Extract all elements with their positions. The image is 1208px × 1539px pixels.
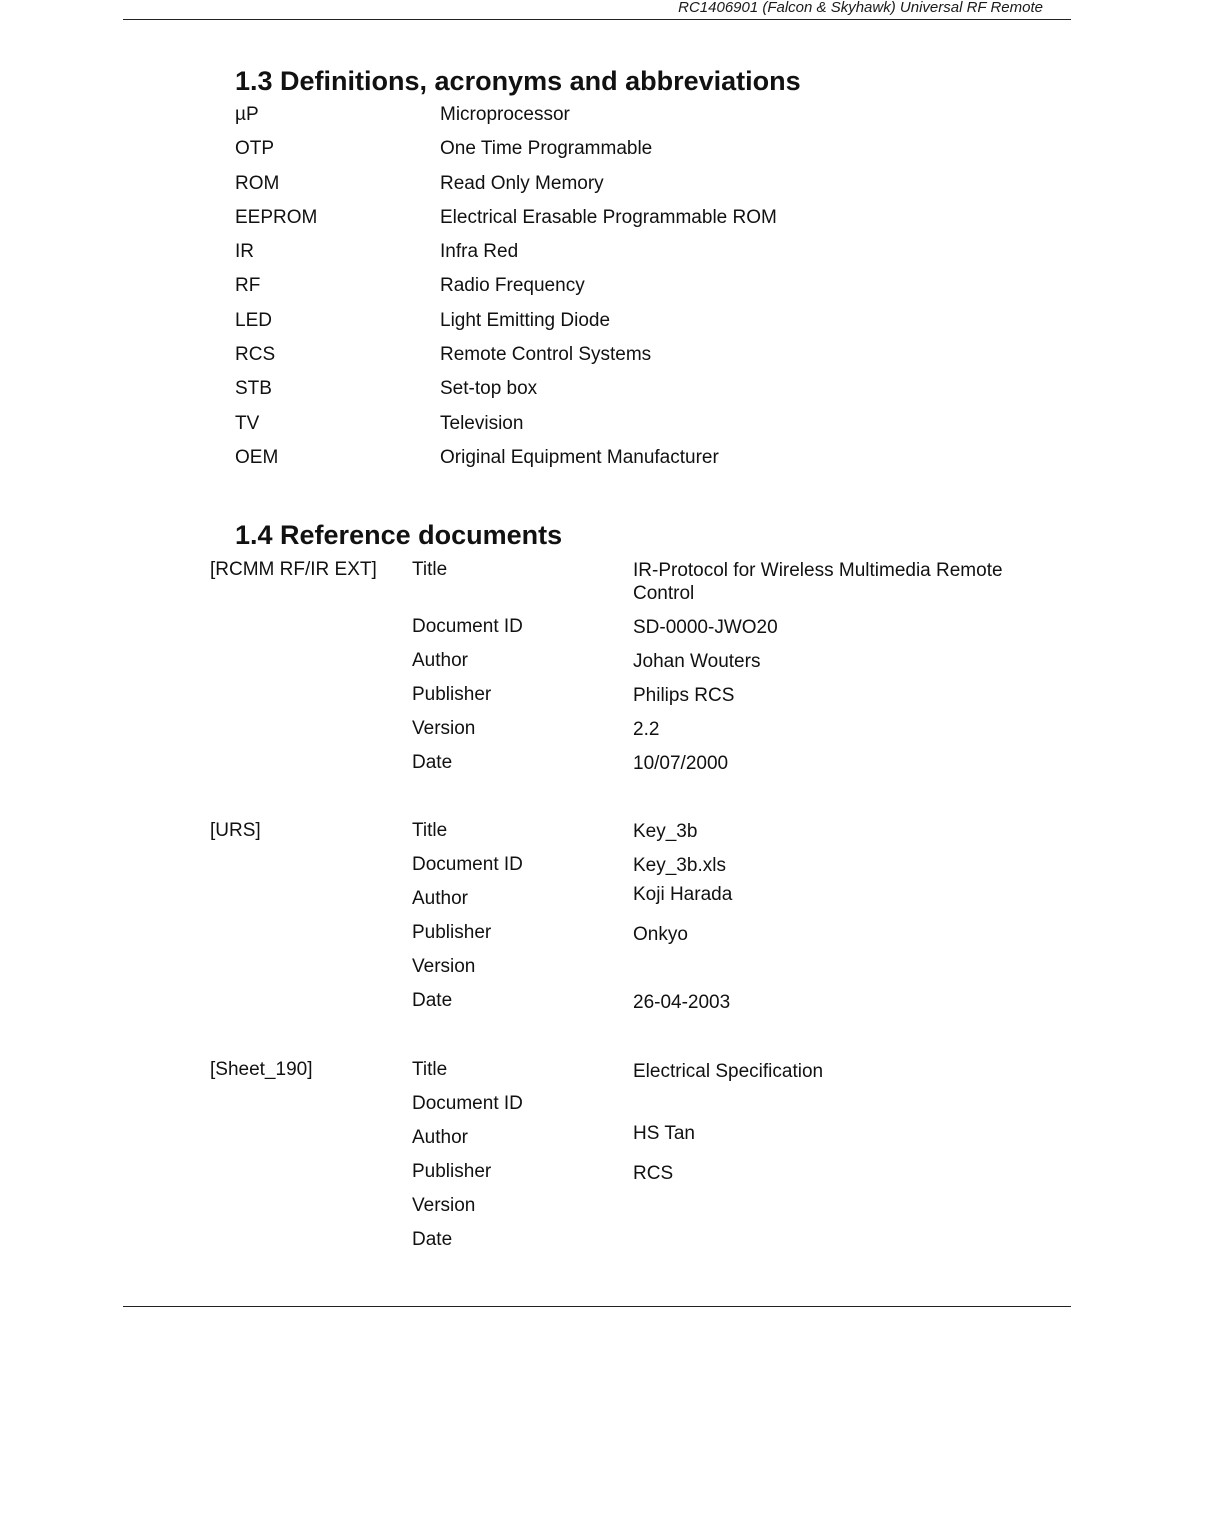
abbreviation-row bbox=[235, 138, 935, 172]
abbreviation-definition: Infra Red bbox=[440, 241, 519, 263]
abbreviation-definition: Remote Control Systems bbox=[440, 344, 652, 366]
abbreviation-term: RF bbox=[235, 275, 261, 297]
reference-field-label: Document ID bbox=[412, 854, 523, 875]
abbreviation-definition: Original Equipment Manufacturer bbox=[440, 446, 719, 468]
abbreviation-row bbox=[235, 310, 935, 344]
reference-field-label: Version bbox=[412, 956, 476, 977]
footer-divider bbox=[123, 1306, 1071, 1307]
reference-field-value: Key_3b.xls bbox=[633, 855, 726, 876]
abbreviation-definition: Light Emitting Diode bbox=[440, 309, 611, 331]
reference-id: [Sheet_190] bbox=[210, 1059, 313, 1080]
reference-field-label: Title bbox=[412, 1059, 448, 1080]
reference-id: [URS] bbox=[210, 820, 261, 841]
abbreviation-row bbox=[235, 378, 935, 412]
reference-field-label: Author bbox=[412, 650, 468, 671]
abbreviation-row bbox=[235, 207, 935, 241]
section-heading-definitions: 1.3 Definitions, acronyms and abbreviations bbox=[235, 66, 801, 96]
abbreviation-term: OTP bbox=[235, 138, 275, 160]
reference-field-label: Author bbox=[412, 888, 468, 909]
reference-field-value: 2.2 bbox=[633, 719, 660, 740]
abbreviation-definition: Television bbox=[440, 412, 524, 434]
reference-field-label: Publisher bbox=[412, 922, 492, 943]
reference-field-value: IR-Protocol for Wireless Multimedia Remote Control bbox=[633, 560, 1003, 604]
reference-field-label: Date bbox=[412, 1229, 453, 1250]
reference-field-value: Johan Wouters bbox=[633, 651, 761, 672]
reference-field-value: 10/07/2000 bbox=[633, 753, 729, 774]
reference-field-label: Title bbox=[412, 820, 448, 841]
abbreviation-row bbox=[235, 241, 935, 275]
reference-field-value: HS Tan bbox=[633, 1123, 695, 1144]
reference-field-value: SD-0000-JWO20 bbox=[633, 617, 778, 638]
reference-field-label: Version bbox=[412, 718, 476, 739]
reference-field-label: Version bbox=[412, 1195, 476, 1216]
abbreviation-term: OEM bbox=[235, 446, 279, 468]
reference-field-value: Onkyo bbox=[633, 924, 688, 945]
header-divider bbox=[123, 19, 1071, 20]
page-header: RC1406901 (Falcon & Skyhawk) Universal RF Remote bbox=[678, 0, 1043, 16]
reference-field-label: Date bbox=[412, 990, 453, 1011]
abbreviation-row bbox=[235, 275, 935, 309]
abbreviation-definition: Microprocessor bbox=[440, 104, 570, 125]
abbreviation-definition: One Time Programmable bbox=[440, 138, 653, 160]
reference-field-label: Date bbox=[412, 752, 453, 773]
abbreviation-term: RCS bbox=[235, 344, 276, 366]
abbreviation-term: µP bbox=[235, 104, 259, 125]
abbreviation-term: TV bbox=[235, 412, 260, 434]
abbreviation-definition: Electrical Erasable Programmable ROM bbox=[440, 206, 777, 228]
reference-field-value: Electrical Specification bbox=[633, 1061, 824, 1082]
reference-field-label: Document ID bbox=[412, 616, 523, 637]
reference-field-label: Author bbox=[412, 1127, 468, 1148]
abbreviation-list bbox=[235, 104, 935, 481]
abbreviation-row bbox=[235, 104, 935, 138]
abbreviation-term: IR bbox=[235, 241, 254, 263]
reference-field-value: Philips RCS bbox=[633, 685, 735, 706]
abbreviation-term: LED bbox=[235, 309, 272, 331]
reference-field-label: Publisher bbox=[412, 684, 492, 705]
abbreviation-term: STB bbox=[235, 378, 272, 400]
reference-field-label: Title bbox=[412, 559, 448, 580]
reference-field-value: RCS bbox=[633, 1163, 674, 1184]
reference-field-value: Key_3b bbox=[633, 821, 698, 842]
reference-id: [RCMM RF/IR EXT] bbox=[210, 559, 377, 580]
abbreviation-row bbox=[235, 447, 935, 481]
reference-field-value: Koji Harada bbox=[633, 884, 733, 905]
abbreviation-row bbox=[235, 344, 935, 378]
reference-field-label: Publisher bbox=[412, 1161, 492, 1182]
reference-field-label: Document ID bbox=[412, 1093, 523, 1114]
abbreviation-row bbox=[235, 173, 935, 207]
abbreviation-term: EEPROM bbox=[235, 206, 318, 228]
reference-field-value: 26-04-2003 bbox=[633, 992, 731, 1013]
section-heading-references: 1.4 Reference documents bbox=[235, 520, 563, 550]
abbreviation-definition: Read Only Memory bbox=[440, 172, 604, 194]
abbreviation-definition: Set-top box bbox=[440, 378, 538, 400]
abbreviation-definition: Radio Frequency bbox=[440, 275, 585, 297]
abbreviation-row bbox=[235, 413, 935, 447]
abbreviation-term: ROM bbox=[235, 172, 280, 194]
